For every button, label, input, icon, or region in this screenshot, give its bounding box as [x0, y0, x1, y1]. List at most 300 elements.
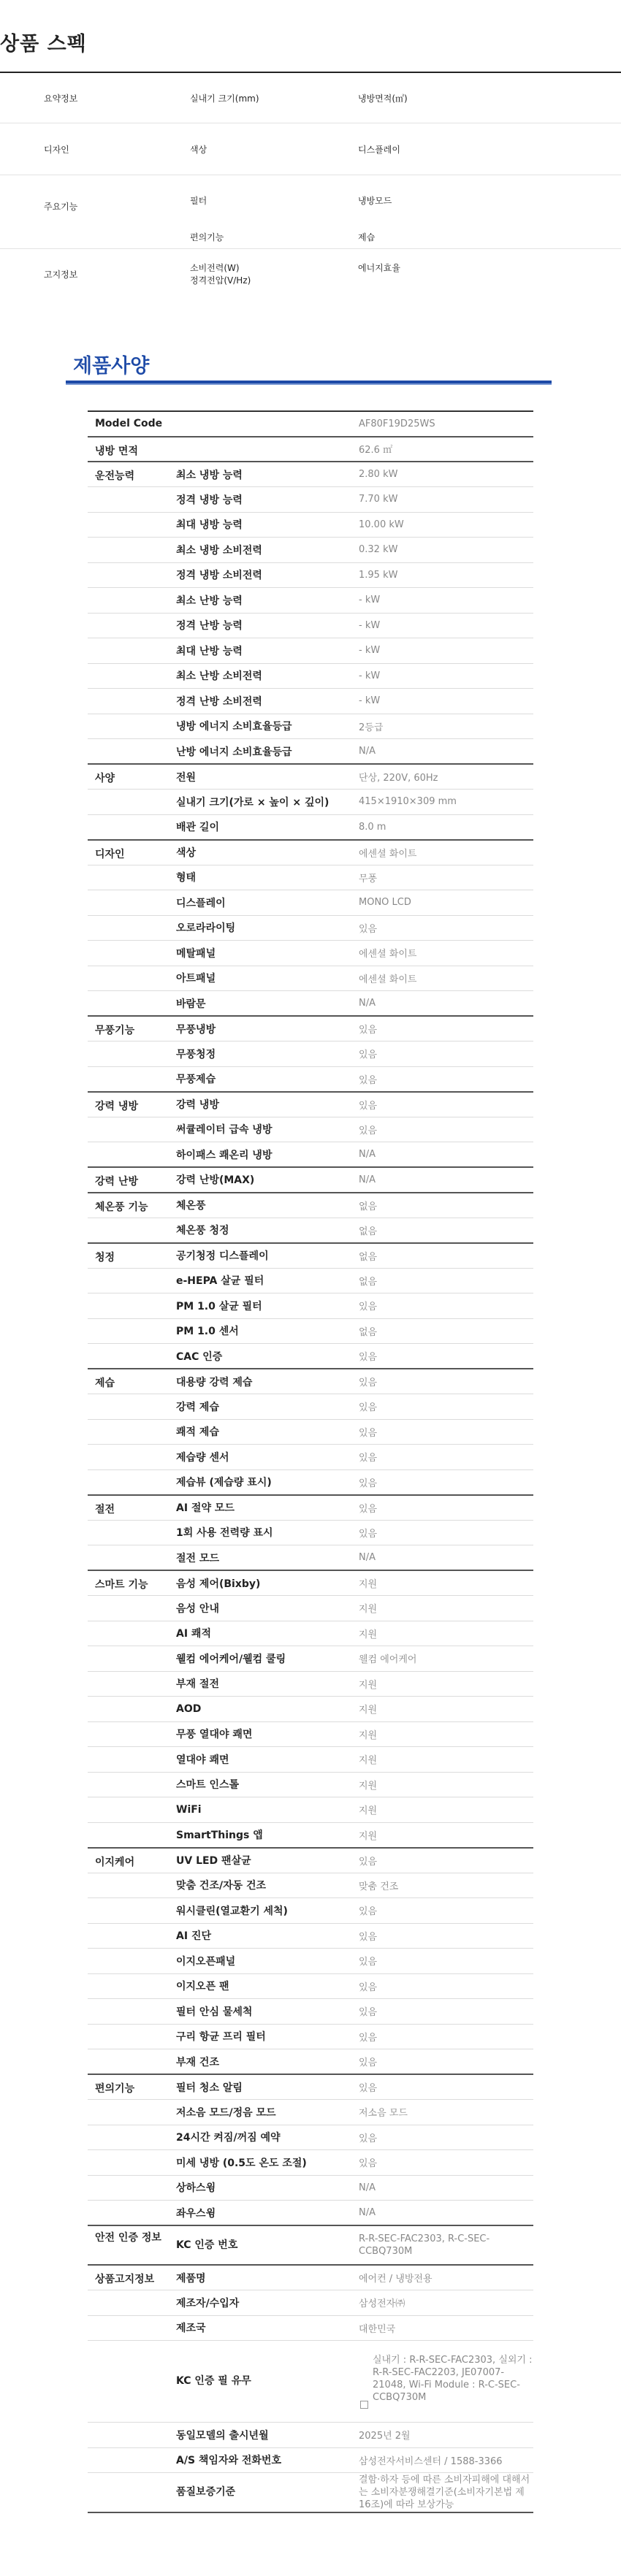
spec-group-name	[88, 966, 169, 991]
spec-group-name	[88, 1923, 169, 1949]
spec-value: N/A	[355, 1142, 533, 1168]
spec-label: 음성 제어(Bixby)	[169, 1570, 355, 1596]
spec-row	[88, 2150, 533, 2176]
spec-group-name	[88, 1999, 169, 2025]
spec-row	[88, 638, 533, 664]
spec-value: R-R-SEC-FAC2303, R-C-SEC-CCBQ730M	[355, 2225, 533, 2265]
spec-label: 오로라라이팅	[169, 915, 355, 941]
spec-row	[88, 1042, 533, 1067]
spec-group-name	[88, 1721, 169, 1747]
spec-row	[88, 487, 533, 513]
spec-label: 1회 사용 전력량 표시	[169, 1520, 355, 1545]
spec-row	[88, 714, 533, 739]
spec-group-name: 강력 난방	[88, 1167, 169, 1193]
spec-value: 단상, 220V, 60Hz	[355, 764, 533, 790]
spec-row	[88, 588, 533, 614]
spec-row	[88, 2125, 533, 2150]
spec-group-name	[88, 512, 169, 538]
spec-group-name	[88, 814, 169, 840]
spec-label: e-HEPA 살균 필터	[169, 1268, 355, 1293]
spec-row	[88, 1697, 533, 1722]
spec-row	[88, 1898, 533, 1924]
spec-value: 2.80 kW	[355, 462, 533, 487]
summary-row	[0, 175, 621, 249]
spec-group-name	[88, 562, 169, 588]
spec-label: CAC 인증	[169, 1344, 355, 1369]
spec-group-name: 사양	[88, 764, 169, 790]
spec-value: - kW	[355, 689, 533, 714]
spec-group-name	[88, 1218, 169, 1243]
spec-row	[88, 1747, 533, 1773]
spec-group-name	[88, 2049, 169, 2075]
spec-group-name	[88, 2473, 169, 2512]
spec-label: AOD	[169, 1697, 355, 1722]
spec-value: 지원	[355, 1621, 533, 1646]
spec-row	[88, 2074, 533, 2100]
spec-table	[88, 410, 533, 2513]
spec-label: 메탈패널	[169, 941, 355, 966]
spec-row	[88, 1469, 533, 1495]
spec-value: 0.32 kW	[355, 538, 533, 563]
spec-value: 있음	[355, 1520, 533, 1545]
spec-value: 없음	[355, 1193, 533, 1218]
spec-value: 지원	[355, 1697, 533, 1722]
spec-value: 있음	[355, 1117, 533, 1142]
spec-label: 디스플레이	[169, 890, 355, 916]
spec-group-name: 청정	[88, 1243, 169, 1269]
spec-group-name	[88, 1747, 169, 1773]
spec-value: 있음	[355, 1949, 533, 1974]
spec-label: A/S 책임자와 전화번호	[169, 2447, 355, 2473]
spec-row	[88, 1973, 533, 1999]
spec-row	[88, 1646, 533, 1672]
spec-label: 필터 청소 알림	[169, 2074, 355, 2100]
spec-group-name	[88, 638, 169, 664]
spec-row	[88, 1243, 533, 1269]
spec-value: 10.00 kW	[355, 512, 533, 538]
summary-row	[0, 73, 621, 123]
spec-row	[88, 1570, 533, 1596]
spec-row	[88, 663, 533, 689]
spec-label: 색상	[169, 840, 355, 865]
spec-value: 지원	[355, 1772, 533, 1797]
spec-label: PM 1.0 센서	[169, 1318, 355, 1344]
spec-label: AI 절약 모드	[169, 1495, 355, 1521]
spec-group-name	[88, 865, 169, 890]
spec-value: 있음	[355, 1848, 533, 1873]
spec-label: 무풍 열대야 쾌면	[169, 1721, 355, 1747]
spec-value: - kW	[355, 613, 533, 638]
spec-value: 있음	[355, 1293, 533, 1319]
spec-label: 웰컴 에어케어/웰컴 쿨링	[169, 1646, 355, 1672]
spec-label: 체온풍	[169, 1193, 355, 1218]
spec-group-name	[88, 1797, 169, 1823]
spec-value: 있음	[355, 1923, 533, 1949]
spec-row	[88, 411, 533, 437]
spec-group-name	[88, 613, 169, 638]
spec-row	[88, 1621, 533, 1646]
spec-row	[88, 1117, 533, 1142]
spec-row	[88, 2024, 533, 2049]
spec-label: 실내기 크기(가로 × 높이 × 깊이)	[169, 790, 355, 815]
spec-value: AF80F19D25WS	[355, 411, 533, 437]
summary-item: 에너지효율	[358, 263, 400, 273]
spec-label: 대용량 강력 제습	[169, 1369, 355, 1394]
spec-value: 8.0 m	[355, 814, 533, 840]
spec-group-name	[88, 2315, 169, 2341]
spec-group-name	[88, 2201, 169, 2226]
spec-value	[355, 2341, 533, 2423]
qr-code-icon	[360, 2401, 368, 2409]
spec-label: 체온풍 청정	[169, 1218, 355, 1243]
spec-row	[88, 790, 533, 815]
spec-value: 에센셜 화이트	[355, 966, 533, 991]
spec-row	[88, 2201, 533, 2226]
spec-row	[88, 2290, 533, 2316]
spec-label: 부재 건조	[169, 2049, 355, 2075]
spec-group-name	[88, 1117, 169, 1142]
spec-group-name	[88, 1293, 169, 1319]
page-title: 상품 스펙	[0, 33, 87, 56]
spec-label: 음성 안내	[169, 1596, 355, 1621]
spec-value: N/A	[355, 2201, 533, 2226]
spec-label: 정격 냉방 능력	[169, 487, 355, 513]
spec-label: 최소 난방 능력	[169, 588, 355, 614]
spec-label: 정격 냉방 소비전력	[169, 562, 355, 588]
spec-group-name	[88, 1646, 169, 1672]
spec-value: 지원	[355, 1721, 533, 1747]
spec-label: 맞춤 건조/자동 건조	[169, 1873, 355, 1898]
spec-group-name: 냉방 면적	[88, 437, 169, 462]
spec-value: 있음	[355, 1016, 533, 1042]
spec-group-name	[88, 1949, 169, 1974]
spec-group-name	[88, 1822, 169, 1848]
spec-row	[88, 1923, 533, 1949]
spec-label: 이지오픈패널	[169, 1949, 355, 1974]
spec-label: 제조자/수입자	[169, 2290, 355, 2316]
spec-value: 있음	[355, 2074, 533, 2100]
spec-row	[88, 865, 533, 890]
spec-row	[88, 437, 533, 462]
spec-value: 있음	[355, 1469, 533, 1495]
spec-group-name	[88, 689, 169, 714]
spec-value: 7.70 kW	[355, 487, 533, 513]
spec-group-name	[88, 890, 169, 916]
spec-row	[88, 689, 533, 714]
spec-value: 없음	[355, 1318, 533, 1344]
spec-group-name	[88, 1520, 169, 1545]
spec-row	[88, 1545, 533, 1571]
spec-group-name	[88, 1344, 169, 1369]
spec-value: 저소음 모드	[355, 2100, 533, 2125]
spec-value: 있음	[355, 1973, 533, 1999]
spec-value: 있음	[355, 1419, 533, 1445]
spec-group-name	[88, 1469, 169, 1495]
spec-row	[88, 1772, 533, 1797]
spec-group-name	[88, 2290, 169, 2316]
spec-label: 제습뷰 (제습량 표시)	[169, 1469, 355, 1495]
spec-label: 아트패널	[169, 966, 355, 991]
spec-row	[88, 1394, 533, 1420]
spec-row	[88, 1671, 533, 1697]
spec-label: 강력 냉방	[169, 1092, 355, 1117]
spec-row	[88, 890, 533, 916]
spec-label: 냉방 에너지 소비효율등급	[169, 714, 355, 739]
spec-summary	[0, 73, 621, 299]
spec-row	[88, 613, 533, 638]
spec-group-name	[88, 1697, 169, 1722]
spec-value: 지원	[355, 1822, 533, 1848]
spec-value: - kW	[355, 663, 533, 689]
spec-label: 워시클린(열교환기 세척)	[169, 1898, 355, 1924]
spec-row	[88, 1445, 533, 1470]
spec-label: 최소 난방 소비전력	[169, 663, 355, 689]
spec-value: 있음	[355, 1066, 533, 1092]
spec-row	[88, 739, 533, 765]
summary-item: 실내기 크기(mm)	[190, 93, 259, 104]
spec-value: N/A	[355, 739, 533, 765]
spec-group-name	[88, 1318, 169, 1344]
spec-label: 써큘레이터 급속 냉방	[169, 1117, 355, 1142]
spec-label: 제품명	[169, 2265, 355, 2290]
spec-label: 부재 절전	[169, 1671, 355, 1697]
spec-row	[88, 2315, 533, 2341]
spec-group-name	[88, 487, 169, 513]
spec-row	[88, 2049, 533, 2075]
spec-value: 1.95 kW	[355, 562, 533, 588]
kc-cert-text: 실내기 : R-R-SEC-FAC2303, 실외기 : R-R-SEC-FAC2203, JE07007-21048, Wi-Fi Module : R-C-SEC-CCBQ730M	[373, 2355, 533, 2403]
spec-value: N/A	[355, 1545, 533, 1571]
spec-value: 에어컨 / 냉방전용	[355, 2265, 533, 2290]
spec-group-name	[88, 1042, 169, 1067]
spec-value: 없음	[355, 1268, 533, 1293]
summary-item: 편의기능	[190, 232, 224, 242]
summary-category: 주요기능	[44, 202, 78, 212]
spec-group-name	[88, 941, 169, 966]
spec-group-name	[88, 2341, 169, 2423]
spec-value: 없음	[355, 1218, 533, 1243]
spec-row	[88, 1596, 533, 1621]
spec-label: 절전 모드	[169, 1545, 355, 1571]
spec-label: 구리 항균 프리 필터	[169, 2024, 355, 2049]
summary-item: 색상	[190, 144, 207, 155]
spec-value: N/A	[355, 2175, 533, 2201]
spec-group-name: 제습	[88, 1369, 169, 1394]
spec-row	[88, 2100, 533, 2125]
spec-group-name	[88, 2423, 169, 2448]
spec-label: 공기청정 디스플레이	[169, 1243, 355, 1269]
spec-group-name	[88, 1066, 169, 1092]
spec-group-name	[88, 1142, 169, 1168]
spec-group-name	[88, 1596, 169, 1621]
spec-value: 삼성전자서비스센터 / 1588-3366	[355, 2447, 533, 2473]
spec-value: N/A	[355, 991, 533, 1017]
spec-label: 스마트 인스톨	[169, 1772, 355, 1797]
spec-group-name: 디자인	[88, 840, 169, 865]
spec-label: 난방 에너지 소비효율등급	[169, 739, 355, 765]
summary-row	[0, 249, 621, 299]
spec-group-name: 체온풍 기능	[88, 1193, 169, 1218]
spec-row	[88, 941, 533, 966]
spec-label: 배관 길이	[169, 814, 355, 840]
spec-row	[88, 1268, 533, 1293]
spec-value: 있음	[355, 1042, 533, 1067]
spec-value: 62.6 ㎡	[355, 437, 533, 462]
spec-row	[88, 840, 533, 865]
spec-group-name: Model Code	[88, 411, 169, 437]
spec-row	[88, 1797, 533, 1823]
spec-label: 하이패스 쾌온리 냉방	[169, 1142, 355, 1168]
spec-group-name	[88, 1545, 169, 1571]
spec-group-name	[88, 2447, 169, 2473]
spec-label: 제조국	[169, 2315, 355, 2341]
spec-label: 품질보증기준	[169, 2473, 355, 2512]
spec-row	[88, 2473, 533, 2512]
summary-item: 냉방면적(㎡)	[358, 93, 408, 104]
spec-group-name	[88, 663, 169, 689]
spec-group-name: 이지케어	[88, 1848, 169, 1873]
spec-row	[88, 1848, 533, 1873]
spec-value: 있음	[355, 2125, 533, 2150]
spec-group-name	[88, 1419, 169, 1445]
spec-group-name	[88, 1973, 169, 1999]
spec-group-name	[88, 739, 169, 765]
spec-group-name	[88, 1268, 169, 1293]
spec-title-subline	[66, 383, 552, 385]
spec-value: 있음	[355, 1898, 533, 1924]
spec-row	[88, 1419, 533, 1445]
spec-value: 있음	[355, 1445, 533, 1470]
spec-row	[88, 1218, 533, 1243]
spec-row	[88, 1369, 533, 1394]
summary-item: 정격전압(V/Hz)	[190, 275, 251, 286]
spec-row	[88, 1193, 533, 1218]
spec-group-name	[88, 790, 169, 815]
spec-value: 웰컴 에어케어	[355, 1646, 533, 1672]
spec-value: 맞춤 건조	[355, 1873, 533, 1898]
spec-value: 있음	[355, 1344, 533, 1369]
spec-group-name	[88, 1671, 169, 1697]
spec-value: 삼성전자㈜	[355, 2290, 533, 2316]
spec-label: 정격 난방 소비전력	[169, 689, 355, 714]
spec-label: SmartThings 앱	[169, 1822, 355, 1848]
spec-row	[88, 1721, 533, 1747]
spec-group-name	[88, 588, 169, 614]
spec-row	[88, 991, 533, 1017]
spec-value: 에센셜 화이트	[355, 840, 533, 865]
spec-label: 상하스윙	[169, 2175, 355, 2201]
spec-label: 24시간 켜짐/꺼짐 예약	[169, 2125, 355, 2150]
spec-value: MONO LCD	[355, 890, 533, 916]
spec-label: AI 쾌적	[169, 1621, 355, 1646]
spec-group-name	[88, 1621, 169, 1646]
spec-label: 바람문	[169, 991, 355, 1017]
spec-row	[88, 1016, 533, 1042]
spec-group-name	[88, 2100, 169, 2125]
spec-row	[88, 1066, 533, 1092]
spec-label: 열대야 쾌면	[169, 1747, 355, 1773]
spec-group-name	[88, 2125, 169, 2150]
spec-value: 없음	[355, 1243, 533, 1269]
spec-value: 지원	[355, 1797, 533, 1823]
spec-value: 있음	[355, 1092, 533, 1117]
spec-value: 지원	[355, 1596, 533, 1621]
spec-label: KC 인증 필 유무	[169, 2341, 355, 2423]
spec-row	[88, 1495, 533, 1521]
spec-row	[88, 562, 533, 588]
spec-value: - kW	[355, 638, 533, 664]
spec-row	[88, 462, 533, 487]
summary-category: 요약정보	[44, 93, 78, 104]
spec-label: PM 1.0 살균 필터	[169, 1293, 355, 1319]
spec-group-name	[88, 915, 169, 941]
spec-row	[88, 538, 533, 563]
spec-value: 있음	[355, 1394, 533, 1420]
spec-label: 강력 난방(MAX)	[169, 1167, 355, 1193]
spec-group-name	[88, 538, 169, 563]
spec-label: 미세 냉방 (0.5도 온도 조절)	[169, 2150, 355, 2176]
spec-title: 제품사양	[73, 355, 150, 378]
spec-label: 최소 냉방 능력	[169, 462, 355, 487]
spec-group-name	[88, 2024, 169, 2049]
spec-value: 무풍	[355, 865, 533, 890]
spec-label: 무풍냉방	[169, 1016, 355, 1042]
spec-label: 이지오픈 팬	[169, 1973, 355, 1999]
spec-row	[88, 1318, 533, 1344]
spec-value: 있음	[355, 2024, 533, 2049]
spec-value: N/A	[355, 1167, 533, 1193]
summary-item: 필터	[190, 196, 207, 206]
spec-row	[88, 1822, 533, 1848]
spec-row	[88, 1293, 533, 1319]
spec-group-name	[88, 991, 169, 1017]
spec-group-name: 편의기능	[88, 2074, 169, 2100]
spec-group-name	[88, 1772, 169, 1797]
spec-row	[88, 2341, 533, 2423]
spec-group-name: 스마트 기능	[88, 1570, 169, 1596]
spec-group-name: 상품고지정보	[88, 2265, 169, 2290]
spec-label: WiFi	[169, 1797, 355, 1823]
summary-row	[0, 123, 621, 175]
summary-item: 소비전력(W)	[190, 263, 240, 273]
spec-row	[88, 764, 533, 790]
spec-row	[88, 814, 533, 840]
spec-value: 지원	[355, 1671, 533, 1697]
spec-group-name	[88, 714, 169, 739]
spec-group-name: 무풍기능	[88, 1016, 169, 1042]
spec-row	[88, 1873, 533, 1898]
spec-value: 있음	[355, 2049, 533, 2075]
spec-row	[88, 1142, 533, 1168]
spec-row	[88, 966, 533, 991]
spec-row	[88, 1092, 533, 1117]
spec-row	[88, 2423, 533, 2448]
spec-label: 필터 안심 물세척	[169, 1999, 355, 2025]
spec-label: 정격 난방 능력	[169, 613, 355, 638]
spec-value: 에센셜 화이트	[355, 941, 533, 966]
spec-label: AI 진단	[169, 1923, 355, 1949]
spec-value: 지원	[355, 1570, 533, 1596]
spec-row	[88, 1999, 533, 2025]
spec-row	[88, 1520, 533, 1545]
spec-value: 있음	[355, 1369, 533, 1394]
spec-label: 좌우스윙	[169, 2201, 355, 2226]
spec-label	[169, 411, 355, 437]
summary-item: 디스플레이	[358, 144, 400, 155]
spec-label: 제습량 센서	[169, 1445, 355, 1470]
spec-group-name: 강력 냉방	[88, 1092, 169, 1117]
spec-group-name	[88, 2150, 169, 2176]
